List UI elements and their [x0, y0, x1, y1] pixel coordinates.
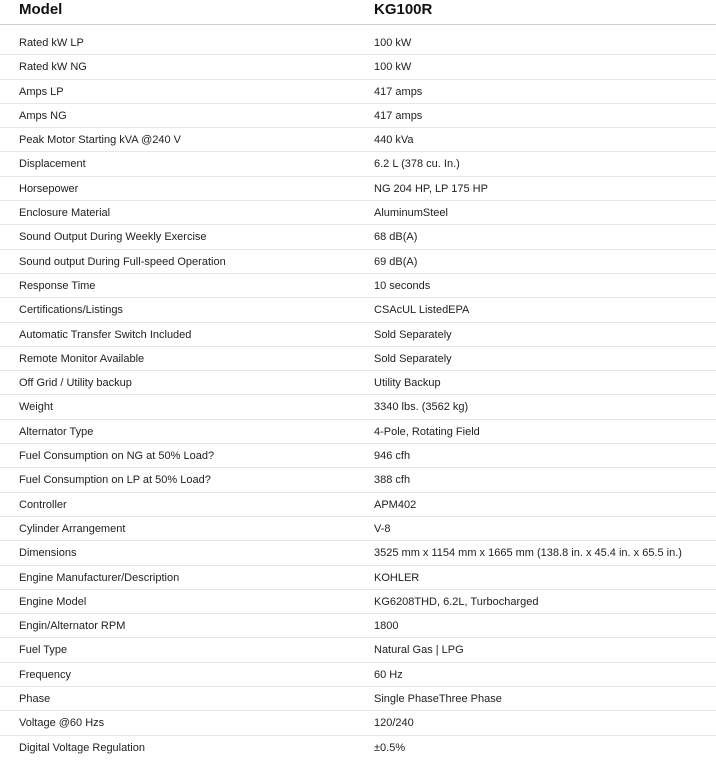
spec-label: Fuel Consumption on LP at 50% Load? [19, 474, 211, 487]
spec-value: 60 Hz [374, 668, 403, 681]
spec-row [0, 663, 716, 687]
spec-value: 3525 mm x 1154 mm x 1665 mm (138.8 in. x 45.4 in. x 65.5 in.) [374, 547, 682, 560]
spec-value: Sold Separately [374, 328, 452, 341]
spec-label: Horsepower [19, 182, 79, 195]
spec-row [0, 541, 716, 565]
spec-label: Automatic Transfer Switch Included [19, 328, 192, 341]
spec-rows [0, 25, 716, 760]
spec-value: 440 kVa [374, 134, 414, 147]
spec-row [0, 323, 716, 347]
spec-row [0, 31, 716, 55]
spec-row [0, 347, 716, 371]
spec-value: 69 dB(A) [374, 255, 418, 268]
spec-row [0, 444, 716, 468]
spec-row [0, 371, 716, 395]
spec-row [0, 128, 716, 152]
spec-label: Voltage @60 Hzs [19, 717, 105, 730]
spec-value: 10 seconds [374, 279, 431, 292]
spec-value: KG6208THD, 6.2L, Turbocharged [374, 595, 539, 608]
spec-label: Peak Motor Starting kVA @240 V [19, 134, 181, 147]
spec-value: 100 kW [374, 37, 412, 49]
spec-row [0, 201, 716, 225]
spec-row [0, 298, 716, 322]
spec-row [0, 225, 716, 249]
spec-label: Phase [19, 693, 51, 706]
spec-label: Enclosure Material [19, 207, 111, 220]
spec-label: Alternator Type [19, 425, 94, 438]
header-model-value: KG100R [374, 1, 433, 18]
spec-label: Rated kW LP [19, 37, 84, 49]
spec-row [0, 80, 716, 104]
spec-row [0, 420, 716, 444]
spec-header-row [0, 0, 716, 25]
spec-value: 946 cfh [374, 450, 411, 463]
spec-value: Natural Gas | LPG [374, 644, 464, 657]
spec-label: Sound output During Full-speed Operation [19, 255, 226, 268]
spec-row [0, 687, 716, 711]
spec-value: 417 amps [374, 109, 423, 122]
spec-row [0, 104, 716, 128]
spec-row [0, 638, 716, 662]
spec-value: CSAcUL ListedEPA [374, 304, 470, 317]
spec-row [0, 736, 716, 760]
spec-value: Sold Separately [374, 352, 452, 365]
spec-label: Remote Monitor Available [19, 352, 145, 365]
spec-label: Controller [19, 498, 67, 511]
spec-label: Weight [19, 401, 54, 414]
spec-row [0, 493, 716, 517]
spec-row [0, 274, 716, 298]
spec-label: Rated kW NG [19, 61, 87, 74]
spec-label: Digital Voltage Regulation [19, 741, 145, 754]
spec-value: Utility Backup [374, 377, 441, 390]
spec-label: Sound Output During Weekly Exercise [19, 231, 207, 244]
spec-value: NG 204 HP, LP 175 HP [374, 182, 488, 195]
spec-row [0, 614, 716, 638]
spec-label: Fuel Consumption on NG at 50% Load? [19, 450, 215, 463]
spec-label: Fuel Type [19, 644, 68, 657]
spec-row [0, 566, 716, 590]
spec-label: Dimensions [19, 547, 77, 560]
spec-value: 6.2 L (378 cu. In.) [374, 158, 460, 171]
spec-value: Single PhaseThree Phase [374, 693, 502, 706]
spec-value: 3340 lbs. (3562 kg) [374, 401, 469, 414]
spec-row [0, 250, 716, 274]
spec-row [0, 711, 716, 735]
spec-row [0, 152, 716, 176]
spec-label: Frequency [19, 668, 71, 681]
spec-row [0, 177, 716, 201]
header-label: Model [19, 1, 63, 18]
spec-row [0, 517, 716, 541]
spec-value: V-8 [374, 522, 391, 535]
spec-label: Amps LP [19, 85, 64, 98]
spec-value: ±0.5% [374, 741, 406, 754]
spec-row [0, 590, 716, 614]
spec-value: 68 dB(A) [374, 231, 418, 244]
spec-value: APM402 [374, 498, 417, 511]
spec-label: Amps NG [19, 109, 67, 122]
spec-value: 100 kW [374, 61, 412, 74]
spec-label: Off Grid / Utility backup [19, 377, 132, 390]
spec-label: Cylinder Arrangement [19, 522, 126, 535]
spec-label: Engine Manufacturer/Description [19, 571, 180, 584]
spec-label: Engin/Alternator RPM [19, 620, 126, 633]
spec-value: 417 amps [374, 85, 423, 98]
spec-row [0, 395, 716, 419]
spec-row [0, 468, 716, 492]
spec-value: 120/240 [374, 717, 414, 730]
spec-value: 388 cfh [374, 474, 411, 487]
spec-label: Engine Model [19, 595, 87, 608]
spec-row [0, 55, 716, 79]
spec-value: AluminumSteel [374, 207, 448, 220]
spec-label: Response Time [19, 279, 96, 292]
spec-label: Displacement [19, 158, 86, 171]
spec-value: 4-Pole, Rotating Field [374, 425, 480, 438]
spec-label: Certifications/Listings [19, 304, 123, 317]
spec-value: KOHLER [374, 571, 420, 584]
spec-value: 1800 [374, 620, 399, 633]
